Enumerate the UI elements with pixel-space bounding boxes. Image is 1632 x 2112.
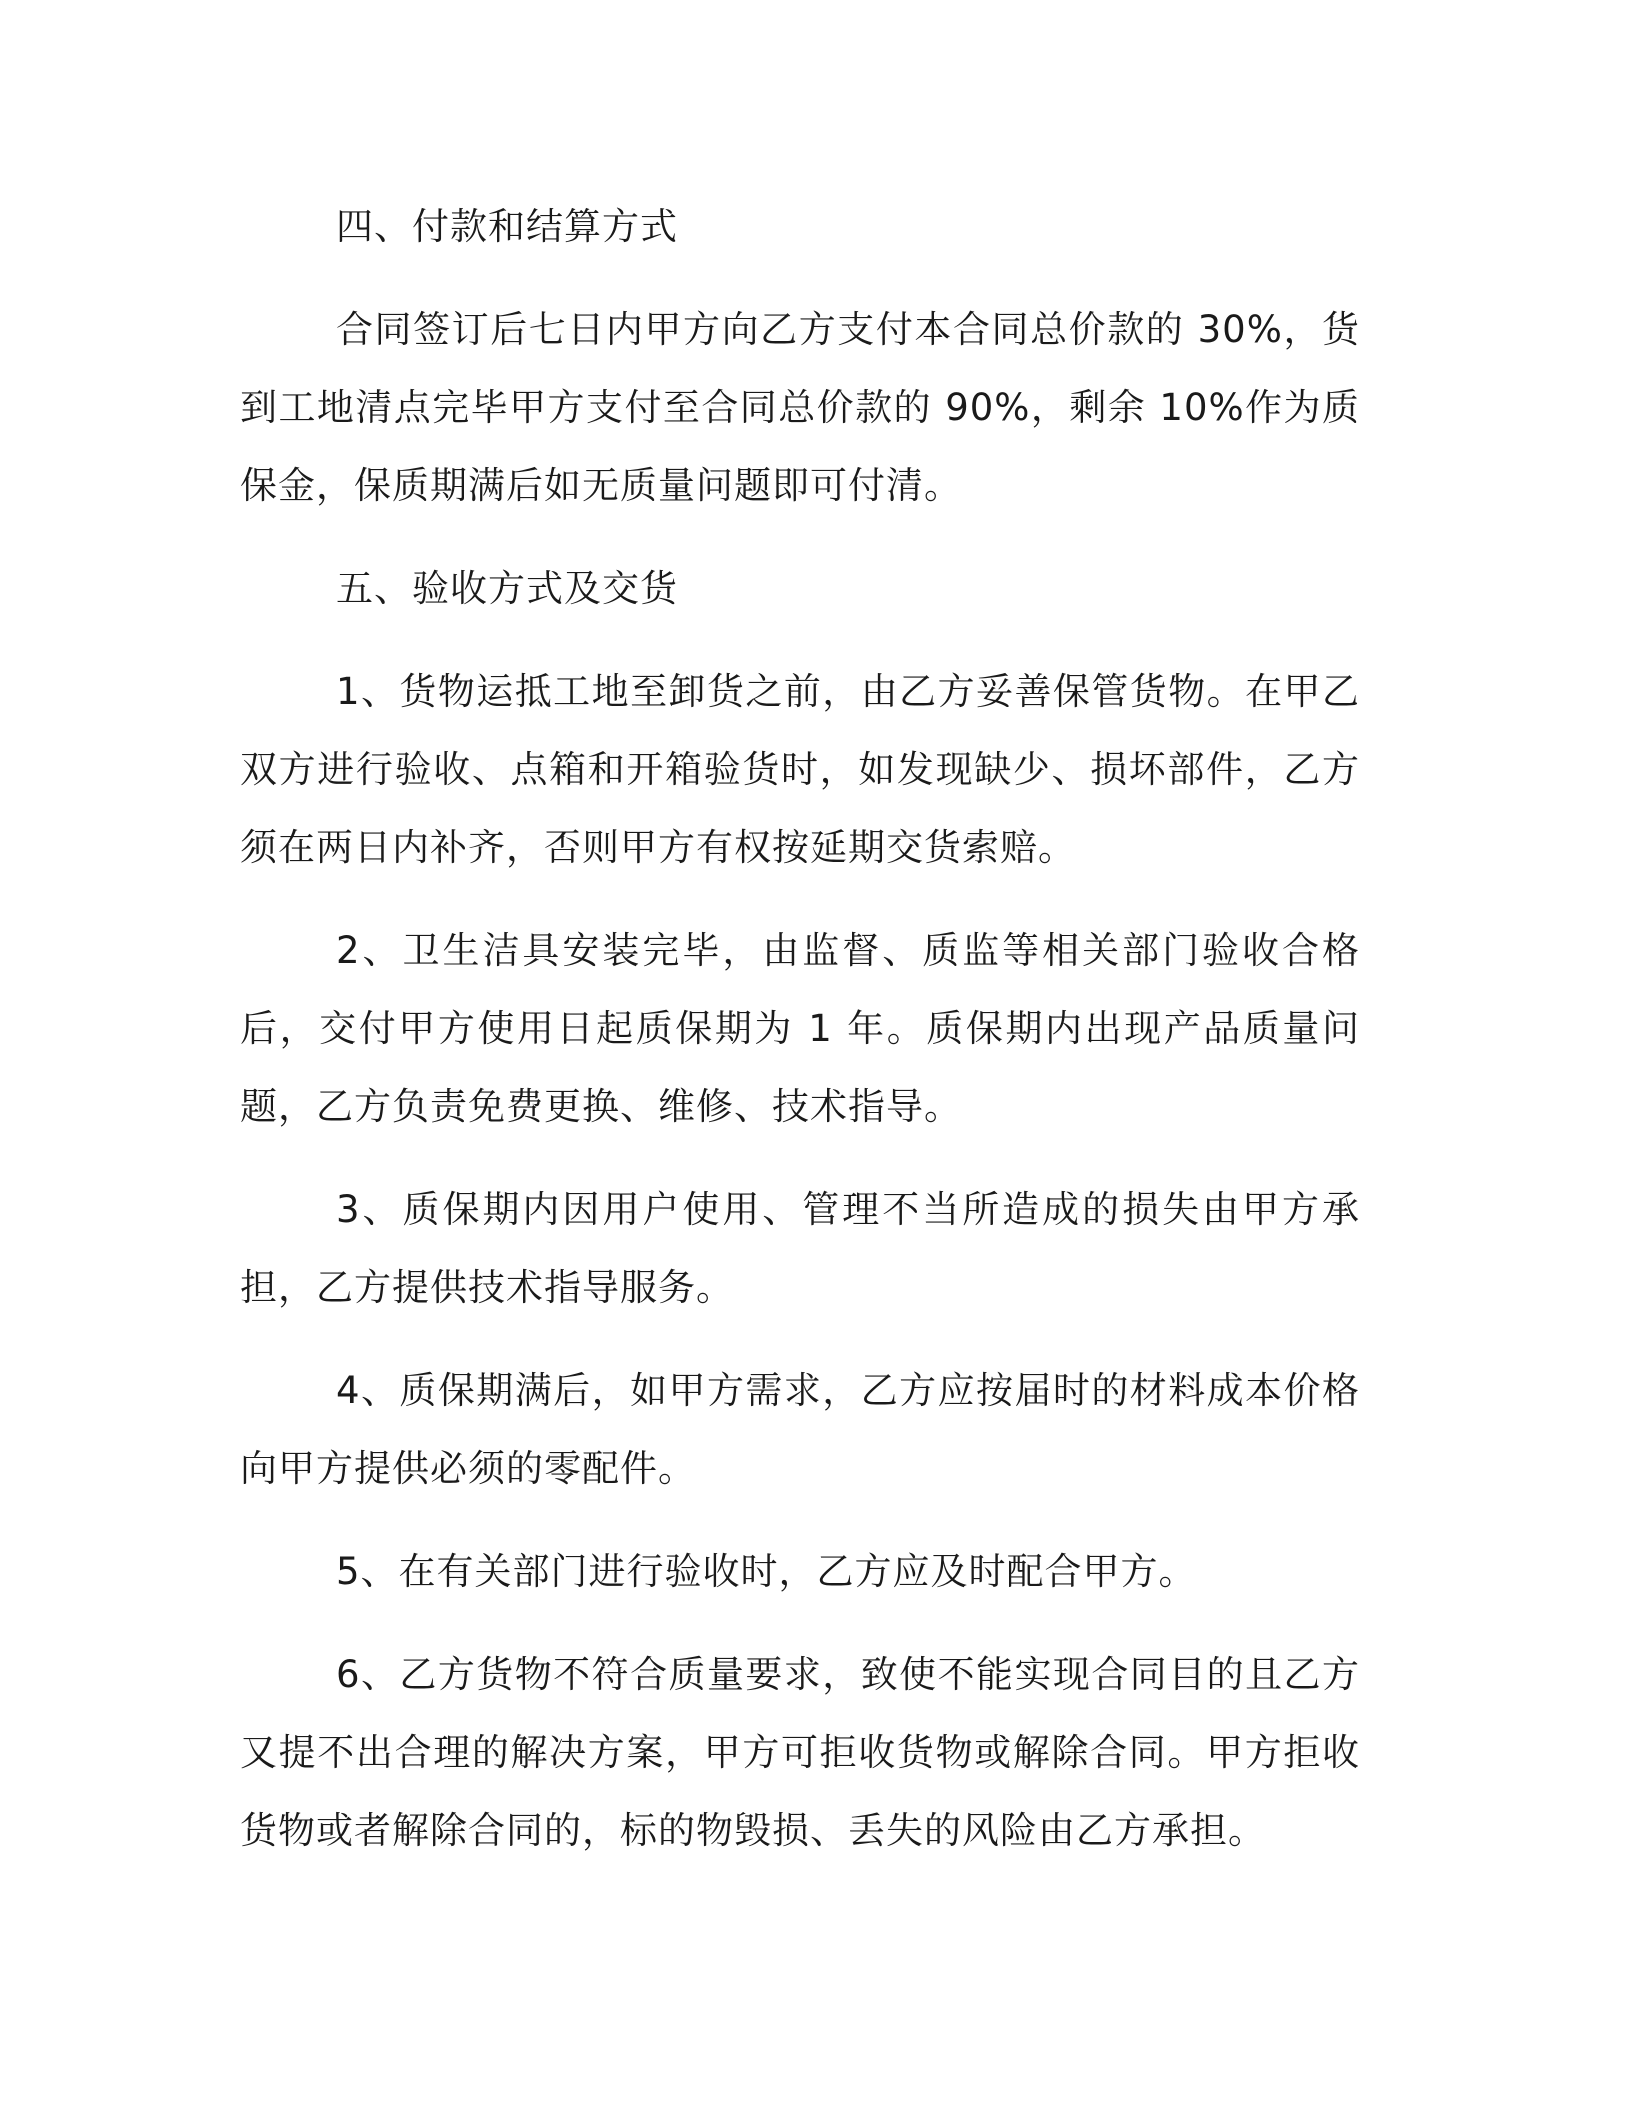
clause-5: 5、在有关部门进行验收时，乙方应及时配合甲方。 [336, 1550, 1197, 1593]
clause-6: 6、乙方货物不符合质量要求，致使不能实现合同目的且乙方又提不出合理的解决方案，甲方可拒收货物或解除合同。甲方拒收货物或者解除合同的，标的物毁损、丢失的风险由乙方承担。 [240, 1653, 1360, 1852]
clause-1: 1、货物运抵工地至卸货之前，由乙方妥善保管货物。在甲乙双方进行验收、点箱和开箱验货时，如发现缺少、损坏部件，乙方须在两日内补齐，否则甲方有权按延期交货索赔。 [240, 670, 1360, 869]
clause-2: 2、卫生洁具安装完毕，由监督、质监等相关部门验收合格后，交付甲方使用日起质保期为 1 年。质保期内出现产品质量问题，乙方负责免费更换、维修、技术指导。 [240, 929, 1360, 1128]
clause-3: 3、质保期内因用户使用、管理不当所造成的损失由甲方承担，乙方提供技术指导服务。 [240, 1188, 1360, 1309]
paragraph-payment-terms: 合同签订后七日内甲方向乙方支付本合同总价款的 30%，货到工地清点完毕甲方支付至合同总价款的 90%，剩余 10%作为质保金，保质期满后如无质量问题即可付清。 [240, 308, 1360, 507]
clause-4: 4、质保期满后，如甲方需求，乙方应按届时的材料成本价格向甲方提供必须的零配件。 [240, 1369, 1360, 1490]
document-body [240, 188, 1360, 1895]
section-heading-acceptance: 五、验收方式及交货 [336, 567, 678, 610]
section-heading-payment: 四、付款和结算方式 [336, 205, 678, 248]
